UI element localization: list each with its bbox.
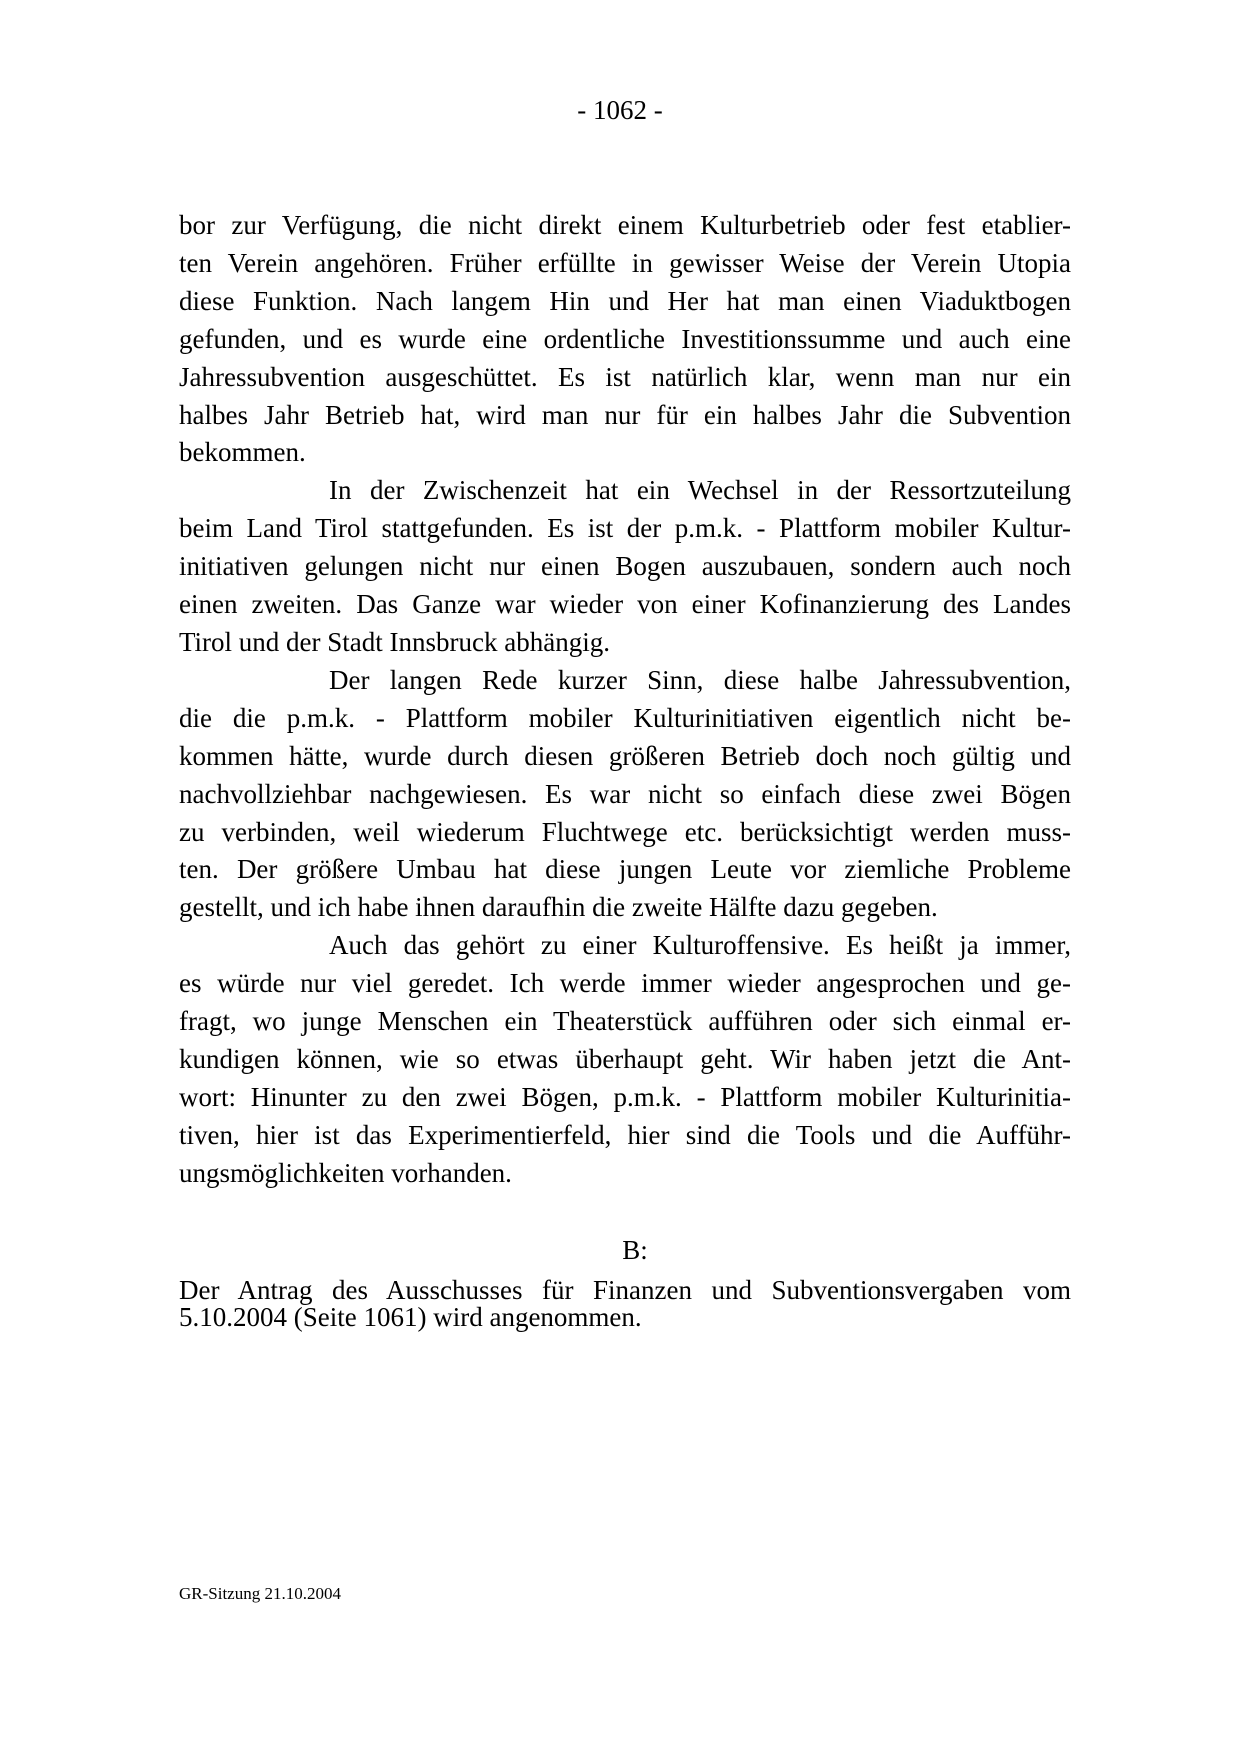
resolution-text [179, 1277, 1071, 1331]
text-line: Der langen Rede kurzer Sinn, diese halbe Jahressubvention, [329, 664, 1071, 695]
text-line: Der Antrag des Ausschusses für Finanzen und Subventionsvergaben vom [179, 1275, 1071, 1305]
text-line: kundigen können, wie so etwas überhaupt geht. Wir haben jetzt die Ant- [179, 1043, 1071, 1074]
text-line: Tirol und der Stadt Innsbruck abhängig. [179, 626, 610, 657]
text-line: halbes Jahr Betrieb hat, wird man nur für ein halbes Jahr die Subvention [179, 399, 1071, 430]
text-line: gefunden, und es wurde eine ordentliche Investitionssumme und auch eine [179, 323, 1071, 354]
text-line: bekommen. [179, 437, 306, 468]
text-line: tiven, hier ist das Experimentierfeld, hier sind die Tools und die Aufführ- [179, 1119, 1071, 1150]
text-line: ten. Der größere Umbau hat diese jungen Leute vor ziemliche Probleme [179, 854, 1071, 885]
text-line: ten Verein angehören. Früher erfüllte in gewisser Weise der Verein Utopia [179, 247, 1071, 278]
text-line: die die p.m.k. - Plattform mobiler Kulturinitiativen eigentlich nicht be- [179, 702, 1071, 733]
text-line: 5.10.2004 (Seite 1061) wird angenommen. [179, 1302, 642, 1332]
text-line: bor zur Verfügung, die nicht direkt einem Kulturbetrieb oder fest etablier- [179, 210, 1071, 240]
paragraph-3 [179, 662, 1071, 927]
text-line: nachvollziehbar nachgewiesen. Es war nicht so einfach diese zwei Bögen [179, 778, 1071, 809]
text-line: gestellt, und ich habe ihnen daraufhin die zweite Hälfte dazu gegeben. [179, 892, 938, 923]
section-label: B: [622, 1235, 648, 1265]
text-line: Jahressubvention ausgeschüttet. Es ist natürlich klar, wenn man nur ein [179, 361, 1071, 392]
text-line: In der Zwischenzeit hat ein Wechsel in der Ressortzuteilung [329, 475, 1071, 506]
footer-text: GR-Sitzung 21.10.2004 [179, 1584, 341, 1603]
body-text [179, 207, 1071, 1193]
text-line: beim Land Tirol stattgefunden. Es ist der p.m.k. - Plattform mobiler Kultur- [179, 513, 1071, 544]
text-line: einen zweiten. Das Ganze war wieder von einer Kofinanzierung des Landes [179, 589, 1071, 620]
text-line: Auch das gehört zu einer Kulturoffensive. Es heißt ja immer, [329, 930, 1071, 961]
text-line: wort: Hinunter zu den zwei Bögen, p.m.k. - Plattform mobiler Kulturinitia- [179, 1081, 1071, 1112]
text-line: es würde nur viel geredet. Ich werde immer wieder angesprochen und ge- [179, 968, 1071, 999]
text-line: fragt, wo junge Menschen ein Theaterstück aufführen oder sich einmal er- [179, 1006, 1071, 1037]
text-line: initiativen gelungen nicht nur einen Bogen auszubauen, sondern auch noch [179, 551, 1071, 582]
paragraph-1 [179, 207, 1071, 472]
text-line: diese Funktion. Nach langem Hin und Her hat man einen Viaduktbogen [179, 285, 1071, 316]
paragraph-2 [179, 472, 1071, 662]
page-number: - 1062 - [577, 95, 663, 125]
text-line: ungsmöglichkeiten vorhanden. [179, 1157, 512, 1188]
text-line: zu verbinden, weil wiederum Fluchtwege etc. berücksichtigt werden muss- [179, 816, 1071, 847]
text-line: kommen hätte, wurde durch diesen größeren Betrieb doch noch gültig und [179, 740, 1071, 771]
paragraph-4 [179, 927, 1071, 1192]
